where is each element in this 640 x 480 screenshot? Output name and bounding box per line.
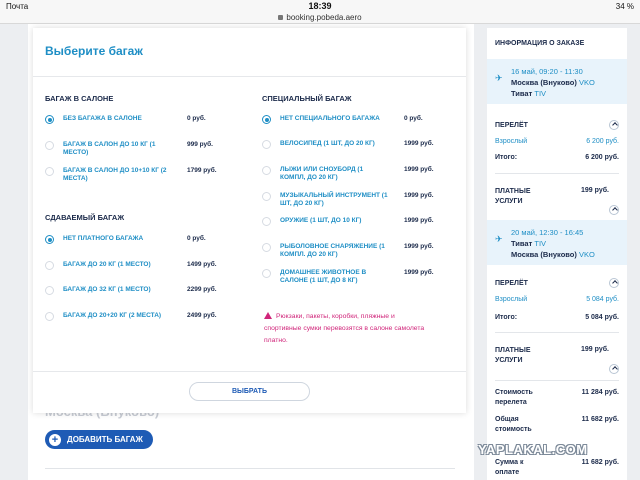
flight-segment[interactable] [487, 59, 627, 104]
option-label: БАГАЖ В САЛОН ДО 10+10 КГ (2 МЕСТА) [63, 167, 167, 182]
option-price: 1999 руб. [404, 217, 434, 224]
flight-heading: ПЕРЕЛЁТ [495, 280, 528, 287]
segment-from: Тиват TIV [511, 239, 547, 248]
radio[interactable] [262, 269, 271, 278]
modal-title: Выберите багаж [45, 44, 143, 58]
radio-selected[interactable] [45, 115, 54, 124]
option-label: БЕЗ БАГАЖА В САЛОНЕ [63, 115, 142, 122]
flight-cost-row: Стоимость перелета 11 284 руб. [495, 389, 619, 406]
total-cost-row: Общая стоимость 11 682 руб. [495, 416, 619, 433]
special-option[interactable] [262, 191, 462, 213]
option-label: РЫБОЛОВНОЕ СНАРЯЖЕНИЕ (1 КОМПЛ. ДО 20 КГ) [280, 243, 385, 258]
special-baggage-heading: СПЕЦИАЛЬНЫЙ БАГАЖ [262, 94, 352, 103]
option-price: 999 руб. [187, 141, 213, 148]
radio[interactable] [262, 140, 271, 149]
divider [33, 76, 466, 77]
option-price: 1999 руб. [404, 166, 434, 173]
plus-icon: + [49, 434, 61, 446]
option-label: БАГАЖ ДО 20+20 КГ (2 МЕСТА) [63, 312, 162, 319]
special-option[interactable] [262, 268, 462, 290]
carrier: Почта [6, 2, 29, 11]
add-baggage-button[interactable] [45, 430, 153, 449]
radio[interactable] [262, 192, 271, 201]
radio[interactable] [45, 167, 54, 176]
battery: 34 % [615, 2, 634, 11]
divider [495, 332, 619, 333]
segment-to: Москва (Внуково) VKO [511, 250, 595, 259]
option-label: НЕТ ПЛАТНОГО БАГАЖА [63, 235, 144, 242]
radio[interactable] [45, 286, 54, 295]
special-option[interactable] [262, 114, 462, 136]
option-label: БАГАЖ ДО 20 КГ (1 МЕСТО) [63, 261, 151, 268]
order-sidebar: ИНФОРМАЦИЯ О ЗАКАЗЕ ✈ 16 май, 09:20 - 11:30 Москва (Внуково) VKO Тиват TIV ПЕРЕЛЁТ Взрослый 6 200 руб. Итого: 6 200 руб. ПЛАТНЫЕ УСЛУГИ 199 руб. ✈ 20 май, 12:30 - 16:45 Тиват TIV Москва (Внуково) VKO ПЕРЕЛЁТ Взрослый 5 084 руб. Итого: 5 084 руб. ПЛАТНЫЕ УСЛУГИ 199 руб. Стоимость перелета 11 284 руб. Общая стоимость 11 682 руб. Сумма к оплате 11 682 руб. [487, 28, 627, 480]
warning-text: Рюкзаки, пакеты, коробки, пляжные и спортивные сумки перевозятся в салоне самолета платно. [264, 313, 425, 344]
cabin-option[interactable] [45, 114, 245, 136]
radio[interactable] [45, 261, 54, 270]
checked-option[interactable] [45, 285, 245, 307]
option-label: НЕТ СПЕЦИАЛЬНОГО БАГАЖА [280, 115, 380, 122]
radio-selected[interactable] [45, 235, 54, 244]
option-price: 1999 руб. [404, 243, 434, 250]
option-price: 0 руб. [187, 115, 206, 122]
option-price: 1999 руб. [404, 140, 434, 147]
checked-option[interactable] [45, 234, 245, 256]
url-text: booking.pobeda.aero [286, 13, 362, 22]
option-label: ВЕЛОСИПЕД (1 ШТ, ДО 20 КГ) [280, 140, 375, 147]
radio[interactable] [262, 166, 271, 175]
option-price: 2499 руб. [187, 312, 217, 319]
divider [495, 380, 619, 381]
lock-icon [278, 15, 283, 20]
radio-selected[interactable] [262, 115, 271, 124]
sidebar-title: ИНФОРМАЦИЯ О ЗАКАЗЕ [495, 40, 585, 47]
radio[interactable] [45, 141, 54, 150]
cabin-baggage-heading: БАГАЖ В САЛОНЕ [45, 94, 114, 103]
option-price: 2299 руб. [187, 286, 217, 293]
segment-datetime: 20 май, 12:30 - 16:45 [511, 228, 584, 237]
option-label: ДОМАШНЕЕ ЖИВОТНОЕ В САЛОНЕ (1 ШТ, ДО 8 КГ) [280, 269, 367, 284]
cabin-option[interactable] [45, 166, 245, 188]
option-price: 0 руб. [187, 235, 206, 242]
option-label: БАГАЖ В САЛОН ДО 10 КГ (1 МЕСТО) [63, 141, 156, 156]
segment-from: Москва (Внуково) VKO [511, 78, 595, 87]
flight-segment[interactable] [487, 220, 627, 265]
radio[interactable] [45, 312, 54, 321]
plane-icon: ✈ [495, 73, 503, 83]
radio[interactable] [262, 243, 271, 252]
chevron-up-icon[interactable] [609, 278, 619, 288]
paid-services-heading: ПЛАТНЫЕ УСЛУГИ [495, 347, 531, 364]
watermark: YAPLAKAL.COM [478, 442, 588, 457]
checked-option[interactable] [45, 260, 245, 282]
option-label: ОРУЖИЕ (1 ШТ, ДО 10 КГ) [280, 217, 362, 224]
option-label: БАГАЖ ДО 32 КГ (1 МЕСТО) [63, 286, 151, 293]
option-price: 1999 руб. [404, 269, 434, 276]
radio[interactable] [262, 217, 271, 226]
checked-option[interactable] [45, 311, 245, 333]
paid-services-heading: ПЛАТНЫЕ УСЛУГИ [495, 188, 531, 205]
chevron-up-icon[interactable] [609, 120, 619, 130]
option-price: 1499 руб. [187, 261, 217, 268]
warning-note [264, 311, 434, 347]
special-option[interactable] [262, 216, 462, 238]
option-label: ЛЫЖИ ИЛИ СНОУБОРД (1 КОМПЛ, ДО 20 КГ) [280, 166, 364, 181]
divider [33, 371, 466, 372]
segment-datetime: 16 май, 09:20 - 11:30 [511, 67, 583, 76]
warning-icon [264, 312, 272, 319]
cabin-option[interactable] [45, 140, 245, 162]
clock: 18:39 [308, 1, 332, 11]
option-label: МУЗЫКАЛЬНЫЙ ИНСТРУМЕНТ (1 ШТ, ДО 20 КГ) [280, 192, 388, 207]
amount-to-pay-row: Сумма к оплате 11 682 руб. [495, 459, 619, 476]
chevron-up-icon[interactable] [609, 205, 619, 215]
special-option[interactable] [262, 242, 462, 264]
special-option[interactable] [262, 165, 462, 187]
flight-heading: ПЕРЕЛЁТ [495, 122, 528, 129]
option-price: 0 руб. [404, 115, 423, 122]
option-price: 1799 руб. [187, 167, 217, 174]
status-bar [0, 0, 640, 13]
special-option[interactable] [262, 139, 462, 161]
address-bar[interactable] [0, 13, 640, 24]
add-baggage-label: ДОБАВИТЬ БАГАЖ [67, 435, 143, 444]
baggage-modal [33, 28, 466, 413]
option-price: 1999 руб. [404, 192, 434, 199]
select-button[interactable]: ВЫБРАТЬ [189, 382, 310, 401]
checked-baggage-heading: СДАВАЕМЫЙ БАГАЖ [45, 213, 125, 222]
divider [45, 468, 455, 469]
chevron-up-icon[interactable] [609, 364, 619, 374]
segment-to: Тиват TIV [511, 89, 547, 98]
plane-icon: ✈ [495, 234, 503, 244]
divider [495, 173, 619, 174]
